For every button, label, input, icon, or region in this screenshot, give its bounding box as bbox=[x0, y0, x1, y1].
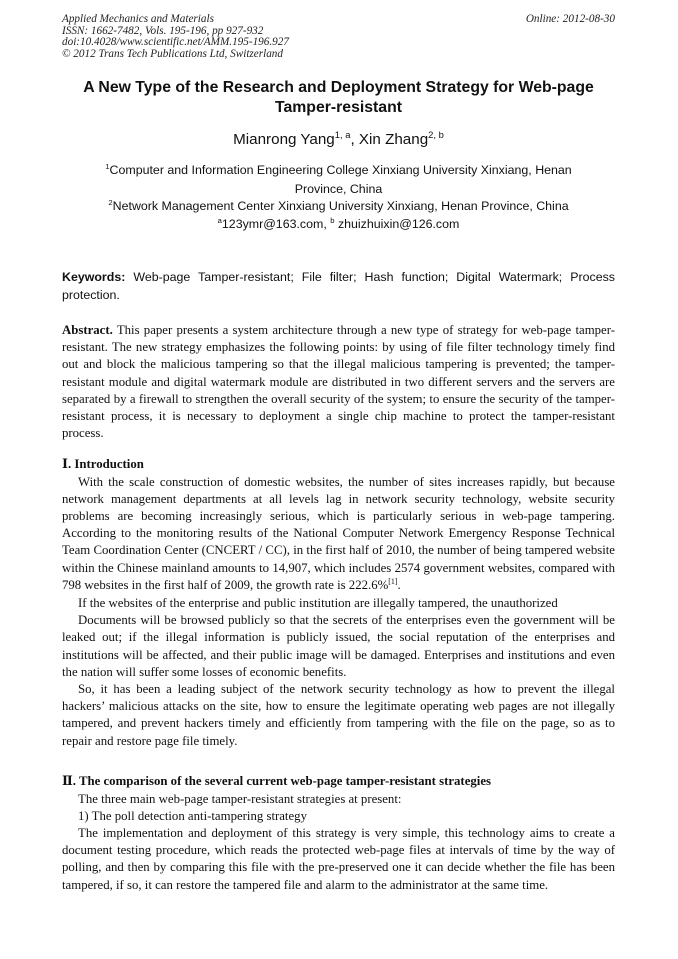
email-line bbox=[62, 216, 615, 235]
author-1-name: Mianrong Yang bbox=[233, 131, 335, 148]
section-2-heading bbox=[62, 773, 615, 791]
author-2-sup: 2, b bbox=[428, 129, 444, 141]
keywords-block bbox=[62, 268, 615, 304]
author-separator: , bbox=[350, 131, 359, 148]
affiliation-2-text: Network Management Center Xinxiang University Xinxiang, Henan Province, China bbox=[112, 199, 569, 213]
email-a: 123ymr@163.com, bbox=[221, 217, 331, 231]
author-1-sup: 1, a bbox=[334, 129, 351, 141]
abstract-text: This paper presents a system architecture through a new type of strategy for web-page tamper-resistant. The new strategy emphasizes the following points: by using of file filter technology timely find out and block the malicious tampering so that the illegal malicious tampering is prevented; the tamper-resistant module and digital watermark module are distributed in two different servers and the servers are separated by a firewall to strengthen the overall security of the system; to ensure the security of the tamper-resistant process, it is necessary to deployment a single chip machine to protect the tamper-resistant process. bbox=[62, 323, 615, 441]
comparison-paragraph-1: The three main web-page tamper-resistant strategies at present: bbox=[78, 791, 402, 806]
intro-paragraph-4: So, it has been a leading subject of the network security technology as how to prevent the illegal hackers’ malicious attacks on the site, how to ensure the legitimate operating web pages are not illegally tampered, and prevent hackers timely and efficiently from tampering with the file on the page, so as to repair and restore page file timely. bbox=[62, 682, 615, 748]
doi-line: doi:10.4028/www.scientific.net/AMM.195-196.927 bbox=[62, 36, 289, 49]
section-2-number: Ⅱ bbox=[62, 774, 73, 789]
author-2-name: Xin Zhang bbox=[358, 131, 429, 148]
section-2-title: . The comparison of the several current web-page tamper-resistant strategies bbox=[72, 774, 491, 788]
section-1-number: Ⅰ bbox=[62, 457, 68, 472]
paper-title: A New Type of the Research and Deployment Strategy for Web-page Tamper-resistant bbox=[83, 79, 594, 116]
abstract-block bbox=[62, 322, 615, 442]
issn-line: ISSN: 1662-7482, Vols. 195-196, pp 927-932 bbox=[62, 24, 264, 37]
online-date: Online: 2012-08-30 bbox=[525, 13, 615, 25]
section-1-heading bbox=[62, 456, 615, 474]
journal-header bbox=[62, 14, 615, 60]
section-introduction bbox=[62, 456, 615, 750]
comparison-paragraph-2: 1) The poll detection anti-tampering strategy bbox=[78, 808, 307, 823]
affiliation-1 bbox=[62, 162, 615, 198]
email-b-sup: b bbox=[330, 216, 335, 226]
author-line bbox=[62, 130, 615, 151]
email-b: zhuizhuixin@126.com bbox=[334, 217, 460, 231]
copyright-line: © 2012 Trans Tech Publications Ltd, Switzerland bbox=[62, 47, 283, 60]
intro-p1-text: With the scale construction of domestic websites, the number of sites increases rapidly, but because network management departments at all levels lag in network security technology, website security problems are becoming increasingly serious, which is particularly serious in web-page tampering. According to the monitoring results of the National Computer Network Emergency Response Technical Team Coordination Center (CNCERT / CC), in the first half of 2010, the number of being tampered website within the Chinese mainland amounts to 14,907, which includes 2574 government websites, compared with 798 websites in the first half of 2009, the growth rate is 222.6% bbox=[62, 474, 615, 592]
email-a-sup: a bbox=[217, 216, 222, 226]
affiliation-2 bbox=[62, 198, 615, 217]
section-comparison bbox=[62, 773, 615, 894]
intro-paragraph-2: If the websites of the enterprise and public institution are illegally tampered, the unauthorized bbox=[78, 596, 558, 611]
keywords-text: Web-page Tamper-resistant; File filter; Hash function; Digital Watermark; Process protection. bbox=[62, 270, 615, 302]
abstract-label: Abstract. bbox=[62, 323, 113, 337]
keywords-label: Keywords: bbox=[62, 270, 126, 284]
affiliation-1-sup: 1 bbox=[105, 162, 110, 172]
journal-name: Applied Mechanics and Materials bbox=[62, 13, 214, 25]
comparison-paragraph-3: The implementation and deployment of this strategy is very simple, this technology aims to create a document testing procedure, which reads the protected web-page files at intervals of time by the way of polling, and then by comparing this file with the pre-preserved one it can decide whether the file has been tampered, if so, it can restore the tampered file and alarm to the administrator at the same time. bbox=[62, 826, 615, 892]
intro-p1-end: . bbox=[397, 577, 401, 592]
abstract-paragraph bbox=[62, 322, 615, 442]
intro-paragraph-3: Documents will be browsed publicly so that the secrets of the enterprises even the government will be leaked out; if the illegal information is publicly issued, the social reputation of the enterprises and institutions will be affected, and their public image will be damaged. Enterprises and institutions and even the nation will suffer some losses of economic benefits. bbox=[62, 613, 615, 679]
citation-ref: [1] bbox=[388, 577, 398, 587]
intro-paragraph-1 bbox=[62, 474, 615, 595]
section-1-title: . Introduction bbox=[68, 457, 144, 471]
affiliation-1-text: Computer and Information Engineering College Xinxiang University Xinxiang, Henan Province, China bbox=[109, 163, 572, 196]
affiliation-2-sup: 2 bbox=[108, 198, 113, 208]
